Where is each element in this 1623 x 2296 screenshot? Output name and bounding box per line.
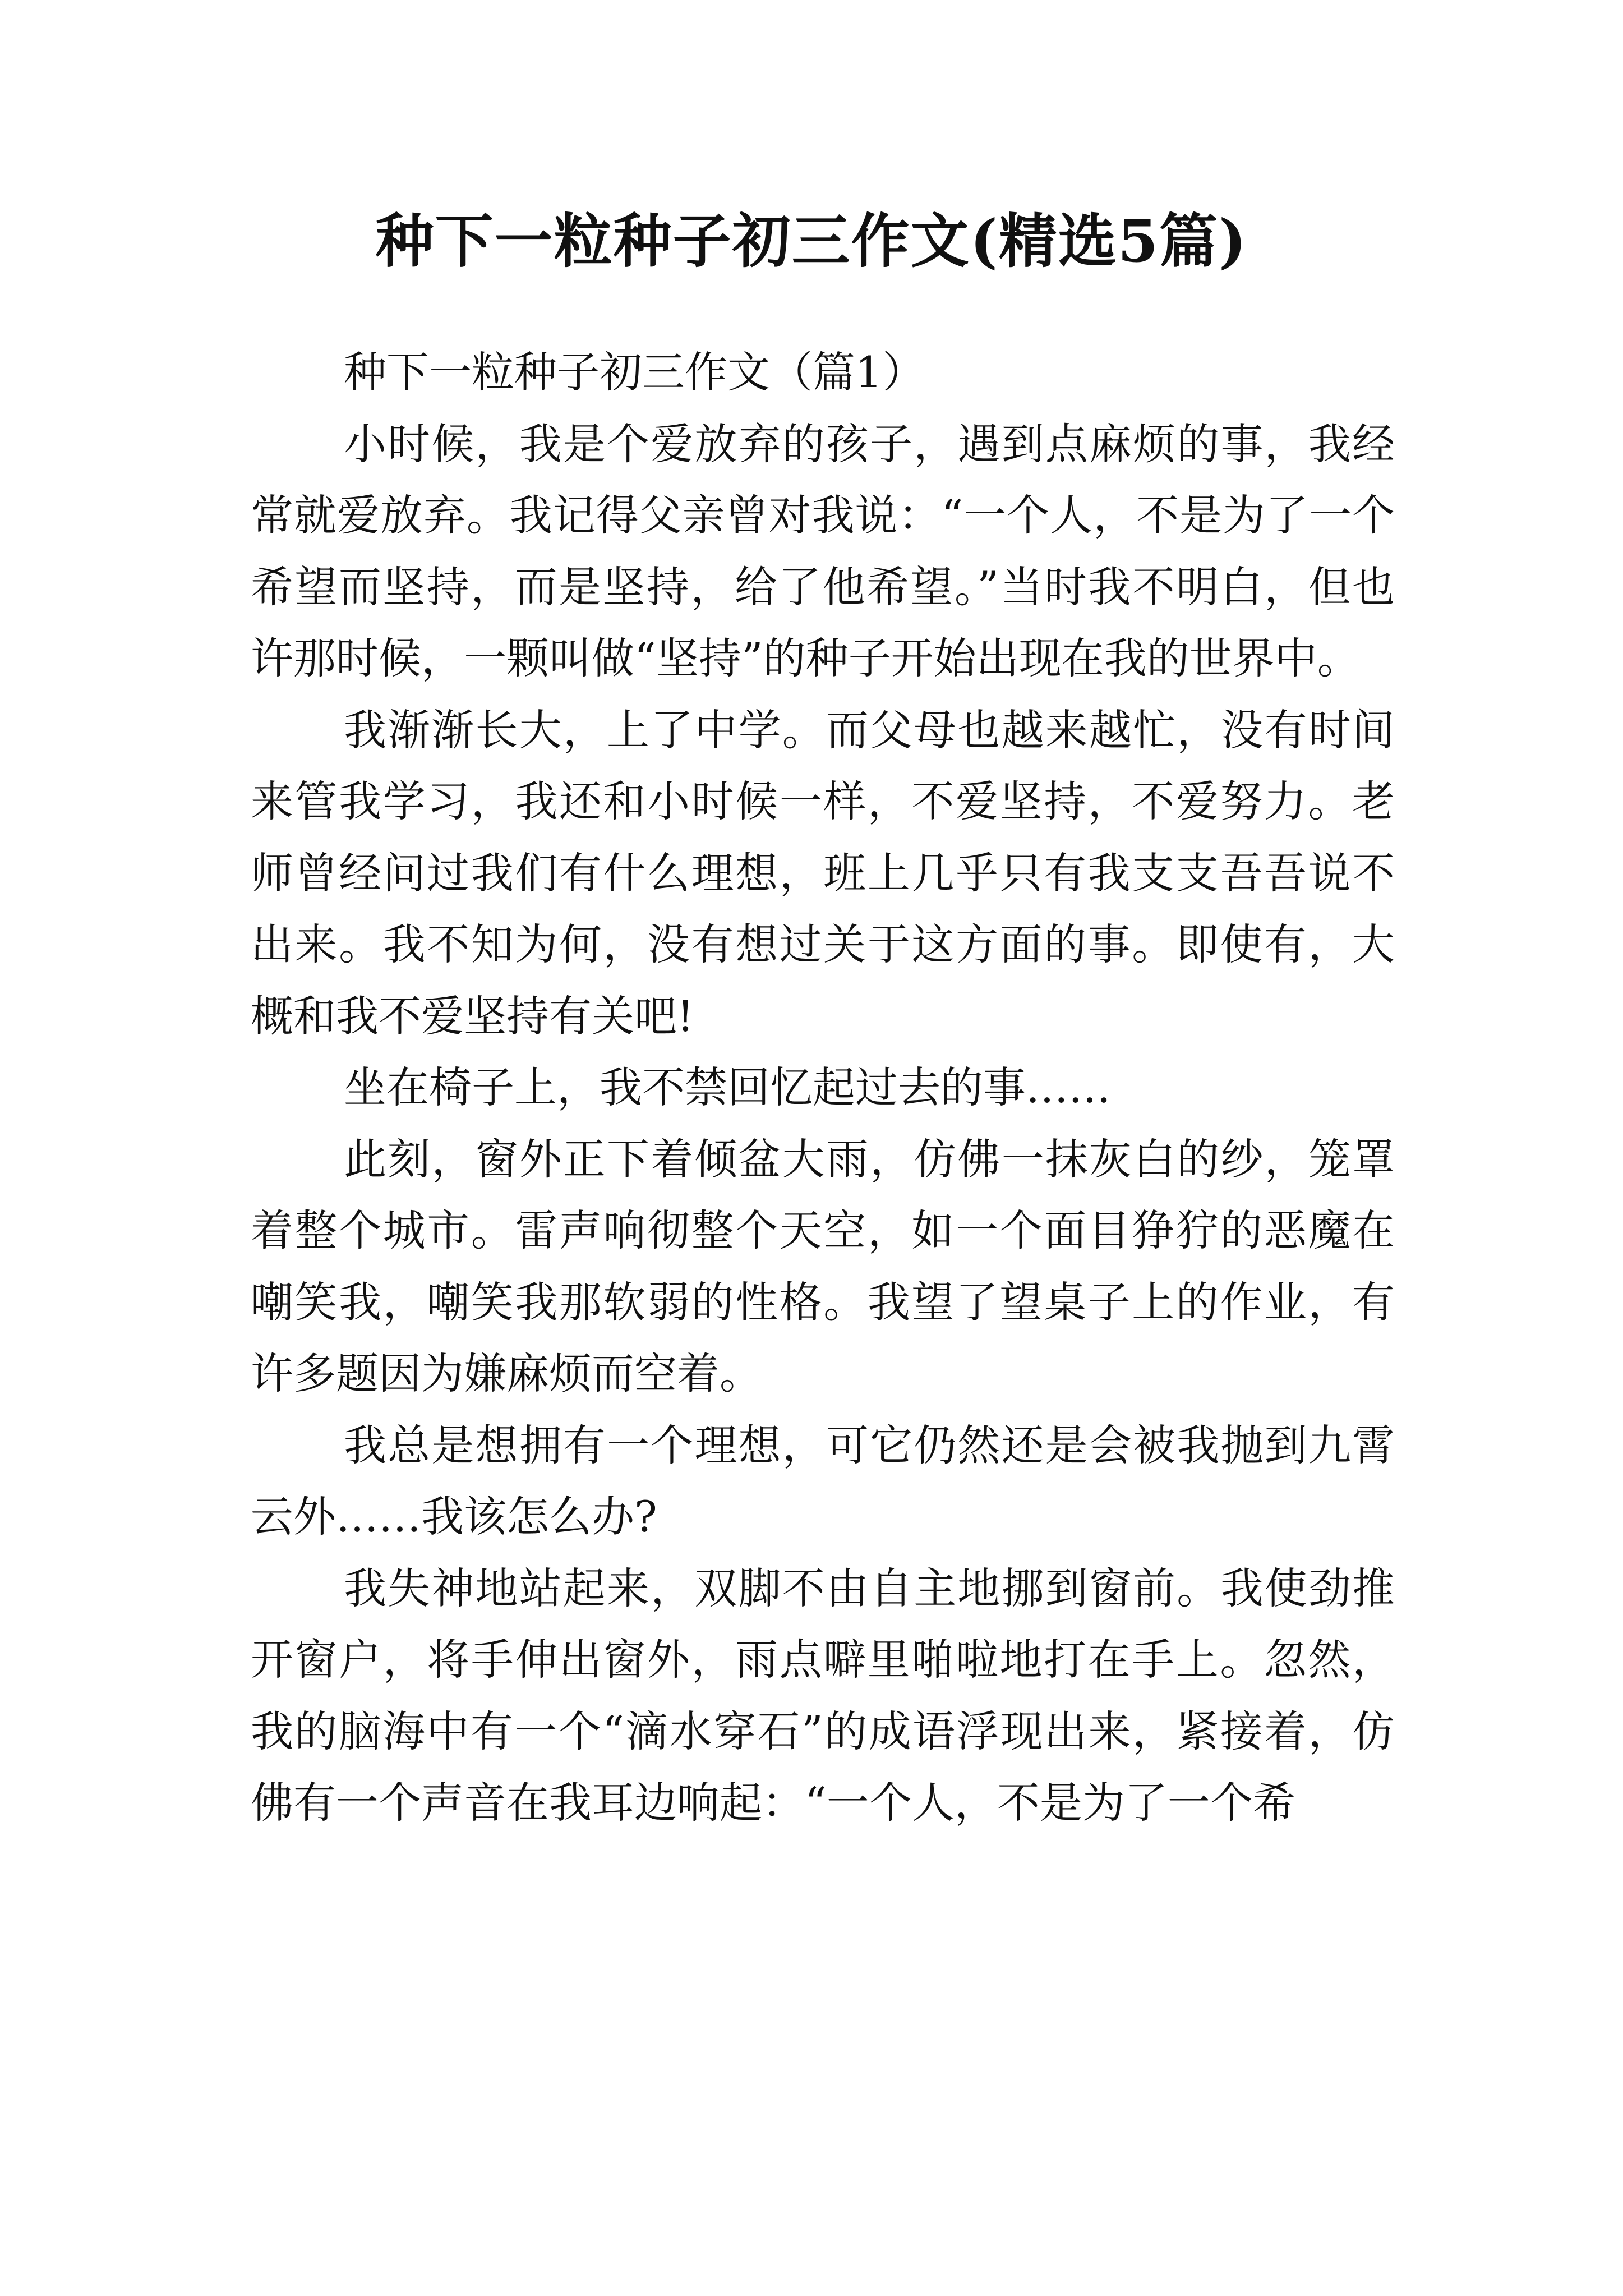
paragraph: 我失神地站起来，双脚不由自主地挪到窗前。我使劲推开窗户，将手伸出窗外，雨点噼里啪啦地打在手上。忽然，我的脑海中有一个“滴水穿石”的成语浮现出来，紧接着，仿佛有一个声音在我耳边响起：“一个人，不是为了一个希 bbox=[251, 1563, 1395, 1828]
paragraph: 我渐渐长大，上了中学。而父母也越来越忙，没有时间来管我学习，我还和小时候一样，不爱坚持，不爱努力。老师曾经问过我们有什么理想，班上几乎只有我支支吾吾说不出来。我不知为何，没有想过关于这方面的事。即使有，大概和我不爱坚持有关吧! bbox=[251, 705, 1395, 1041]
paragraph: 小时候，我是个爱放弃的孩子，遇到点麻烦的事，我经常就爱放弃。我记得父亲曾对我说：“一个人，不是为了一个希望而坚持，而是坚持，给了他希望。”当时我不明白，但也许那时候，一颗叫做“坚持”的种子开始出现在我的世界中。 bbox=[251, 418, 1395, 683]
document-body bbox=[251, 337, 1395, 1839]
paragraph: 坐在椅子上，我不禁回忆起过去的事…… bbox=[344, 1062, 1111, 1112]
document-title: 种下一粒种子初三作文(精选5篇) bbox=[375, 206, 1248, 275]
paragraph: 我总是想拥有一个理想，可它仍然还是会被我抛到九霄云外……我该怎么办? bbox=[251, 1420, 1395, 1542]
paragraph: 此刻，窗外正下着倾盆大雨，仿佛一抹灰白的纱，笼罩着整个城市。雷声响彻整个天空，如一个面目狰狞的恶魔在嘲笑我，嘲笑我那软弱的性格。我望了望桌子上的作业，有许多题因为嫌麻烦而空着。 bbox=[251, 1134, 1395, 1398]
section-heading: 种下一粒种子初三作文（篇1） bbox=[344, 347, 925, 397]
